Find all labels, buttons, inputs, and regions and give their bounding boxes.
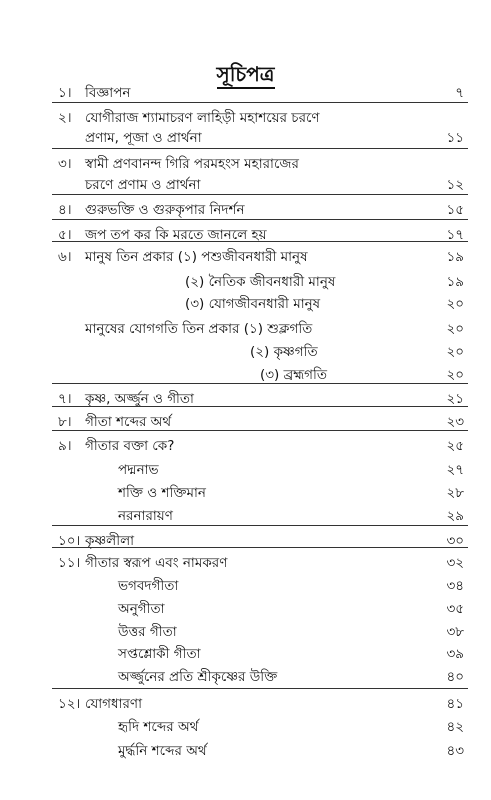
entry-title: সপ্তশ্লোকী গীতা — [118, 646, 201, 662]
toc-entry — [0, 293, 491, 317]
entry-page-number: ৪০ — [446, 669, 464, 685]
entry-page-number: ২১ — [446, 391, 464, 407]
entry-page-number: ৪২ — [446, 719, 464, 735]
entry-number: ১০। — [58, 533, 81, 549]
entry-title: অনুগীতা — [118, 601, 165, 617]
entry-title: পদ্মনাভ — [118, 462, 159, 478]
toc-entry — [0, 411, 491, 435]
entry-page-number: ১৯ — [446, 249, 464, 265]
entry-page-number: ২০ — [446, 296, 464, 312]
entry-title: বিজ্ঞাপন — [85, 85, 131, 101]
entry-page-number: ৩৪ — [446, 578, 464, 594]
entry-page-number: ২০ — [446, 344, 464, 360]
entry-title: (২) নৈতিক জীবনধারী মানুষ — [185, 274, 336, 290]
entry-title: স্বামী প্রণবানন্দ গিরি পরমহংস মহারাজের — [85, 156, 299, 172]
entry-divider — [52, 219, 468, 220]
entry-page-number: ২৯ — [446, 508, 464, 524]
entry-title: মুর্দ্ধনি শব্দের অর্থ — [118, 743, 207, 759]
entry-divider — [52, 148, 468, 149]
entry-title: গুরুভক্তি ও গুরুকৃপার নিদর্শন — [85, 202, 245, 218]
entry-title: চরণে প্রণাম ও প্রার্থনা — [85, 177, 201, 193]
entry-page-number: ৭ — [455, 85, 464, 101]
toc-entry — [0, 246, 491, 270]
entry-number: ১২। — [58, 696, 81, 712]
entry-page-number: ৪৩ — [446, 743, 464, 759]
entry-title: (৩) ব্রহ্মগতি — [260, 367, 328, 383]
entry-divider — [52, 383, 468, 384]
entry-number: ৭। — [58, 391, 72, 407]
toc-entry — [0, 666, 491, 690]
toc-entry — [0, 459, 491, 483]
entry-page-number: ৪১ — [446, 696, 464, 712]
toc-entry — [0, 224, 491, 248]
entry-number: ৮। — [58, 414, 72, 430]
toc-entry — [0, 716, 491, 740]
entry-page-number: ২৭ — [446, 462, 464, 478]
entry-page-number: ৩২ — [446, 555, 464, 571]
entry-divider — [52, 525, 468, 526]
toc-entry — [0, 643, 491, 667]
toc-entry — [0, 598, 491, 622]
entry-title: উত্তর গীতা — [118, 624, 177, 640]
entry-divider — [52, 430, 468, 431]
toc-entry — [0, 388, 491, 412]
toc-entry — [0, 693, 491, 717]
entry-page-number: ১৭ — [446, 227, 464, 243]
entry-number: ৫। — [58, 227, 72, 243]
entry-number: ১। — [58, 85, 72, 101]
entry-title: প্রণাম, পূজা ও প্রার্থনা — [85, 130, 202, 146]
entry-title: কৃষ্ণ, অর্জ্জুন ও গীতা — [85, 391, 194, 407]
entry-title: হৃদি শব্দের অর্থ — [118, 719, 199, 735]
entry-page-number: ২৩ — [446, 414, 464, 430]
entry-divider — [52, 547, 468, 548]
entry-title: জপ তপ কর কি মরতে জানলে হয় — [85, 227, 267, 243]
entry-page-number: ৩০ — [446, 533, 464, 549]
entry-title: কৃষ্ণলীলা — [85, 533, 135, 549]
entry-title: মানুষ তিন প্রকার (১) পশুজীবনধারী মানুষ — [85, 249, 308, 265]
entry-title: (২) কৃষ্ণগতি — [250, 344, 318, 360]
entry-page-number: ২০ — [446, 367, 464, 383]
entry-page-number: ২৫ — [446, 438, 464, 454]
entry-title: যোগীরাজ শ্যামাচরণ লাহিড়ী মহাশয়ের চরণে — [85, 110, 320, 126]
toc-entry — [0, 318, 491, 342]
toc-entry — [0, 435, 491, 459]
toc-entry — [0, 740, 491, 764]
toc-entry — [0, 575, 491, 599]
entry-title: গীতা শব্দের অর্থ — [85, 414, 172, 430]
entry-title: গীতার স্বরূপ এবং নামকরণ — [85, 555, 228, 571]
toc-entry — [0, 271, 491, 295]
entry-title: নরনারায়ণ — [118, 508, 173, 524]
toc-entry — [0, 364, 491, 388]
entry-number: ৬। — [58, 249, 72, 265]
entry-page-number: ২৮ — [446, 485, 464, 501]
entry-page-number: ১২ — [446, 177, 464, 193]
toc-entry — [0, 621, 491, 645]
entry-page-number: ১৯ — [446, 274, 464, 290]
entry-title: শক্তি ও শক্তিমান — [118, 485, 206, 501]
entry-page-number: ৩৫ — [446, 601, 464, 617]
entry-page-number: ১১ — [446, 130, 464, 146]
entry-title: অর্জ্জুনের প্রতি শ্রীকৃষ্ণের উক্তি — [118, 669, 278, 685]
toc-entry — [0, 341, 491, 365]
entry-number: ২। — [58, 110, 72, 126]
toc-entry — [0, 482, 491, 506]
entry-divider — [52, 406, 468, 407]
entry-divider — [52, 241, 468, 242]
entry-divider — [52, 688, 468, 689]
entry-page-number: ২০ — [446, 321, 464, 337]
entry-page-number: ৩৮ — [446, 624, 464, 640]
entry-title: (৩) যোগজীবনধারী মানুষ — [185, 296, 321, 312]
entry-page-number: ১৫ — [446, 202, 464, 218]
toc-entry — [0, 530, 491, 554]
entry-title: মানুষের যোগগতি তিন প্রকার (১) শুক্লগতি — [85, 321, 313, 337]
entry-number: ৪। — [58, 202, 72, 218]
page-title: সূচিপত্র — [0, 60, 491, 93]
entry-title: ভগবদগীতা — [118, 578, 179, 594]
entry-page-number: ৩৯ — [446, 646, 464, 662]
entry-divider — [52, 194, 468, 195]
entry-title: গীতার বক্তা কে? — [85, 438, 175, 454]
entry-number: ৩। — [58, 156, 72, 172]
entry-divider — [52, 102, 468, 103]
toc-entry — [0, 552, 491, 576]
entry-title: যোগধারণা — [85, 696, 143, 712]
entry-number: ১১। — [58, 555, 81, 571]
entry-number: ৯। — [58, 438, 72, 454]
